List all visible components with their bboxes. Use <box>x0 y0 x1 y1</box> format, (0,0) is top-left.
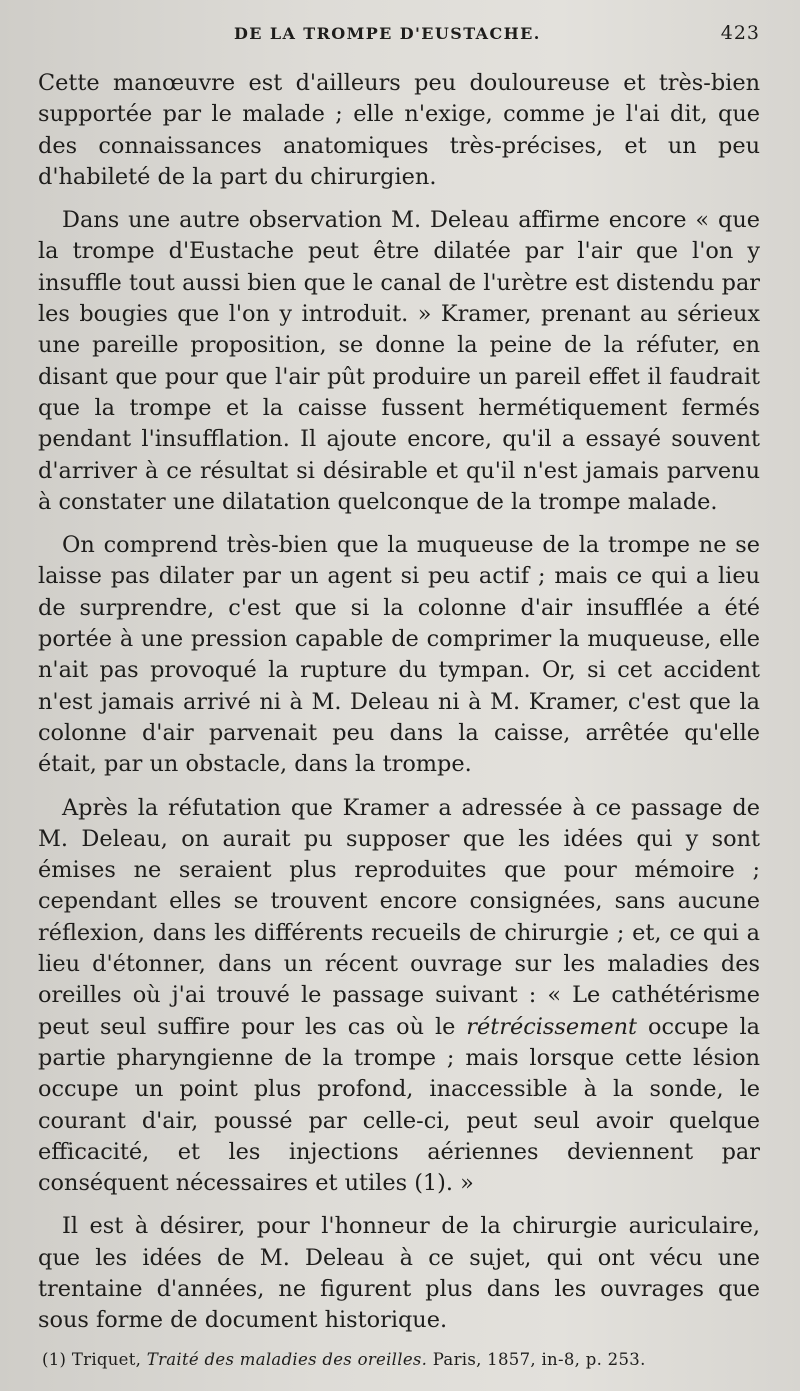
paragraph-4-italic: rétrécissement <box>466 1013 638 1040</box>
footnote <box>42 1349 760 1371</box>
paragraph-4 <box>38 793 760 1200</box>
page-number: 423 <box>720 22 760 44</box>
paragraph-2: Dans une autre observation M. Deleau affirme encore « que la trompe d'Eustache peut être dilatée par l'air que l'on y insuffle tout aussi bien que le canal de l'urètre est distendu par les bougies que l'on y introduit. » Kramer, prenant au sérieux une pareille proposition, se donne la peine de la réfuter, en disant que pour que l'air pût produire un pareil effet il faudrait que la trompe et la caisse fussent hermétiquement fermés pendant l'insufflation. Il ajoute encore, qu'il a essayé souvent d'arriver à ce résultat si désirable et qu'il n'est jamais parvenu à constater une dilatation quelconque de la trompe malade. <box>38 207 760 515</box>
paragraph-5: Il est à désirer, pour l'honneur de la chirurgie auriculaire, que les idées de M. Deleau à ce sujet, qui ont vécu une trentaine d'années, ne figurent plus dans les ouvrages que sous forme de document historique. <box>38 1213 760 1334</box>
body-text <box>38 68 760 1337</box>
footnote-marker: (1) <box>42 1349 67 1369</box>
footnote-rest: Paris, 1857, in-8, p. 253. <box>432 1349 646 1369</box>
running-head <box>38 22 760 56</box>
running-title: DE LA TROMPE D'EUSTACHE. <box>234 24 541 43</box>
paragraph-1: Cette manœuvre est d'ailleurs peu douloureuse et très-bien supportée par le malade ; elle n'exige, comme je l'ai dit, que des connaissances anatomiques très-précises, et un peu d'habileté de la part du chirurgien. <box>38 70 760 190</box>
paragraph-4-after: occupe la partie pharyngienne de la trompe ; mais lorsque cette lésion occupe un point plus profond, inaccessible à la sonde, le courant d'air, poussé par celle-ci, peut seul avoir quelque efficacité, et les injections aériennes deviennent par conséquent nécessaires et utiles (1). » <box>38 1013 760 1197</box>
paragraph-3: On comprend très-bien que la muqueuse de la trompe ne se laisse pas dilater par un agent si peu actif ; mais ce qui a lieu de surprendre, c'est que si la colonne d'air insufflée a été portée à une pression capable de comprimer la muqueuse, elle n'ait pas provoqué la rupture du tympan. Or, si cet accident n'est jamais arrivé ni à M. Deleau ni à M. Kramer, c'est que la colonne d'air parvenait peu dans la caisse, arrêtée qu'elle était, par un obstacle, dans la trompe. <box>38 532 760 778</box>
footnote-title: Traité des maladies des oreilles. <box>146 1349 428 1369</box>
paragraph-4-before: Après la réfutation que Kramer a adressée à ce passage de M. Deleau, on aurait pu supposer que les idées qui y sont émises ne seraient plus reproduites que pour mémoire ; cependant elles se trouvent encore consignées, sans aucune réflexion, dans les différents recueils de chirurgie ; et, ce qui a lieu d'étonner, dans un récent ouvrage sur les maladies des oreilles où j'ai trouvé le passage suivant : « Le cathétérisme peut seul suffire pour les cas où le <box>38 794 760 1040</box>
footnote-author: Triquet, <box>71 1349 142 1369</box>
